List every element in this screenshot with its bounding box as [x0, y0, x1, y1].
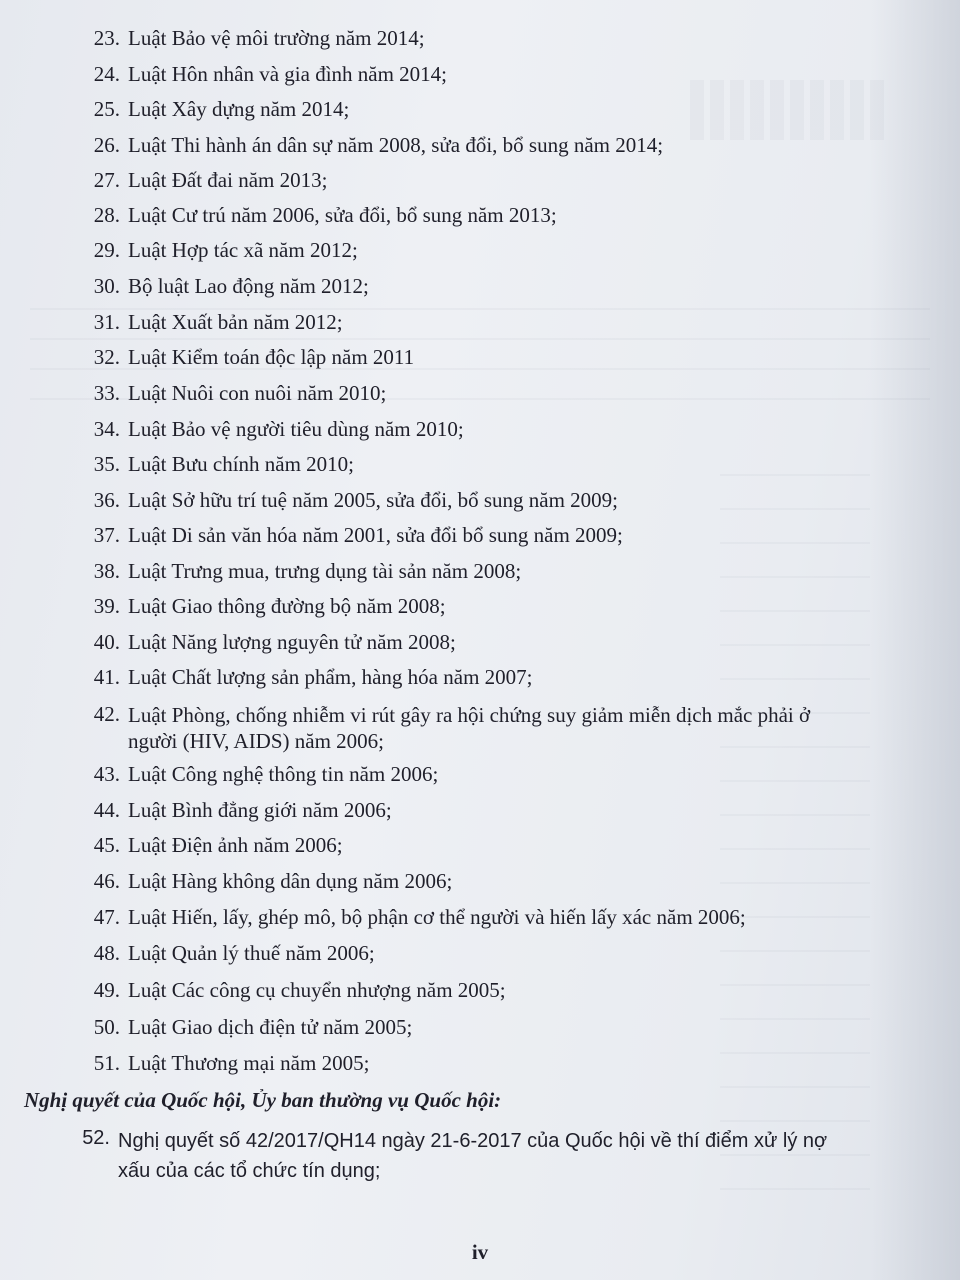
item-text: Luật Quản lý thuế năm 2006;	[128, 941, 375, 965]
item-text: Luật Hiến, lấy, ghép mô, bộ phận cơ thể người và hiến lấy xác năm 2006;	[128, 905, 746, 929]
item-number: 45.	[93, 833, 120, 857]
item-number: 25.	[93, 97, 120, 121]
item-number: 47.	[93, 905, 120, 929]
item-text: Bộ luật Lao động năm 2012;	[128, 274, 369, 298]
item-text: Luật Cư trú năm 2006, sửa đổi, bổ sung năm 2013;	[128, 203, 557, 227]
item-text: Luật Hôn nhân và gia đình năm 2014;	[128, 62, 448, 86]
item-number: 50.	[93, 1015, 120, 1039]
item-number: 26.	[93, 133, 120, 157]
item-number: 49.	[93, 978, 120, 1002]
item-text: Luật Bình đẳng giới năm 2006;	[128, 798, 392, 822]
item-number: 35.	[93, 452, 120, 476]
bleed-through-mark	[720, 470, 870, 1190]
item-number: 51.	[93, 1051, 120, 1075]
item-number: 43.	[93, 762, 120, 786]
item-text: Nghị quyết số 42/2017/QH14 ngày 21-6-2017 của Quốc hội về thí điểm xử lý nợ xấu của các tổ chức tín dụng;	[118, 1130, 828, 1182]
item-text: Luật Giao thông đường bộ năm 2008;	[128, 594, 446, 618]
item-text: Luật Trưng mua, trưng dụng tài sản năm 2008;	[128, 559, 522, 583]
item-text: Luật Chất lượng sản phẩm, hàng hóa năm 2007;	[128, 665, 533, 689]
item-number: 33.	[93, 381, 120, 405]
item-number: 48.	[93, 941, 120, 965]
item-text: Luật Thi hành án dân sự năm 2008, sửa đổi, bổ sung năm 2014;	[128, 133, 664, 157]
item-number: 34.	[93, 417, 120, 441]
item-number: 31.	[93, 310, 120, 334]
section-heading: Nghị quyết của Quốc hội, Ủy ban thường vụ Quốc hội:	[24, 1088, 502, 1112]
item-text: Luật Bưu chính năm 2010;	[128, 452, 355, 476]
item-number: 27.	[93, 168, 120, 192]
item-text: Luật Xây dựng năm 2014;	[128, 97, 350, 121]
page-number: iv	[471, 1240, 489, 1264]
item-number: 30.	[93, 274, 120, 298]
item-number: 44.	[93, 798, 120, 822]
item-number: 39.	[93, 594, 120, 618]
item-text: Luật Phòng, chống nhiễm vi rút gây ra hội chứng suy giảm miễn dịch mắc phải ở người (HIV, AIDS) năm 2006;	[128, 703, 811, 753]
item-number: 40.	[93, 630, 120, 654]
item-text: Luật Giao dịch điện tử năm 2005;	[128, 1015, 413, 1039]
item-number: 24.	[93, 62, 120, 86]
item-number: 36.	[93, 488, 120, 512]
item-text: Luật Sở hữu trí tuệ năm 2005, sửa đổi, bổ sung năm 2009;	[128, 488, 618, 512]
item-number: 23.	[93, 26, 120, 50]
item-text: Luật Bảo vệ người tiêu dùng năm 2010;	[128, 417, 464, 441]
item-text: Luật Điện ảnh năm 2006;	[128, 833, 343, 857]
page-fold-shadow	[870, 0, 960, 1280]
item-number: 41.	[93, 665, 120, 689]
item-text: Luật Năng lượng nguyên tử năm 2008;	[128, 630, 456, 654]
item-number: 46.	[93, 869, 120, 893]
item-text: Luật Đất đai năm 2013;	[128, 168, 328, 192]
item-text: Luật Kiểm toán độc lập năm 2011	[128, 345, 415, 369]
item-text: Luật Hàng không dân dụng năm 2006;	[128, 869, 453, 893]
item-number: 28.	[93, 203, 120, 227]
item-number: 37.	[93, 523, 120, 547]
item-text: Luật Di sản văn hóa năm 2001, sửa đổi bổ sung năm 2009;	[128, 523, 623, 547]
item-number: 32.	[93, 345, 120, 369]
item-number: 42.	[93, 702, 120, 726]
item-text: Luật Nuôi con nuôi năm 2010;	[128, 381, 387, 405]
item-number: 38.	[93, 559, 120, 583]
item-text: Luật Thương mại năm 2005;	[128, 1051, 370, 1075]
item-number: 52.	[82, 1127, 110, 1149]
bleed-through-mark	[690, 80, 890, 140]
item-text: Luật Bảo vệ môi trường năm 2014;	[128, 26, 425, 50]
item-text: Luật Công nghệ thông tin năm 2006;	[128, 762, 439, 786]
item-number: 29.	[93, 238, 120, 262]
item-text: Luật Xuất bản năm 2012;	[128, 310, 343, 334]
item-text: Luật Hợp tác xã năm 2012;	[128, 238, 358, 262]
item-text: Luật Các công cụ chuyển nhượng năm 2005;	[128, 978, 506, 1002]
